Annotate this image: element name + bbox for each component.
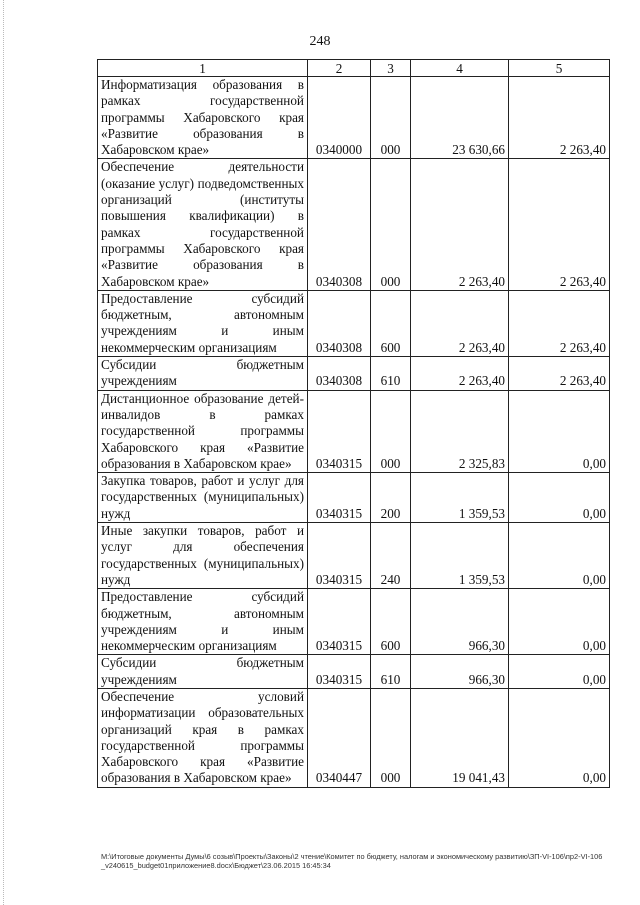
row-amount-2: 2 263,40	[509, 77, 610, 159]
row-code: 0340308	[308, 357, 371, 391]
row-code: 0340315	[308, 473, 371, 523]
row-name: Предоставление субсидий бюджетным, автономным учреждениям и иным некоммерческим организациям	[98, 290, 308, 356]
table-row	[98, 655, 610, 689]
row-expense-type: 610	[371, 655, 411, 689]
row-expense-type: 000	[371, 159, 411, 290]
table-row	[98, 688, 610, 787]
row-name: Предоставление субсидий бюджетным, автономным учреждениям и иным некоммерческим организациям	[98, 589, 308, 655]
row-amount-1: 2 325,83	[411, 390, 509, 472]
row-amount-1: 2 263,40	[411, 159, 509, 290]
column-header: 4	[411, 60, 509, 77]
file-path-footer: M:\Итоговые документы Думы\6 созыв\Проекты\Законы\2 чтение\Комитет по бюджету, налогам и экономическому развитию\ЗП-VI-106\пр2-VI-106_v240615_budget01приложение8.docx\Бюджет\23.06.2015 16:45:34	[101, 852, 603, 870]
row-amount-2: 2 263,40	[509, 357, 610, 391]
row-amount-1: 19 041,43	[411, 688, 509, 787]
table-row	[98, 473, 610, 523]
row-amount-1: 2 263,40	[411, 357, 509, 391]
row-expense-type: 610	[371, 357, 411, 391]
row-amount-1: 2 263,40	[411, 290, 509, 356]
row-expense-type: 600	[371, 589, 411, 655]
row-amount-1: 1 359,53	[411, 523, 509, 589]
row-amount-2: 0,00	[509, 655, 610, 689]
row-code: 0340000	[308, 77, 371, 159]
page-edge	[3, 0, 5, 905]
row-expense-type: 200	[371, 473, 411, 523]
table-row	[98, 589, 610, 655]
row-expense-type: 240	[371, 523, 411, 589]
table-row	[98, 357, 610, 391]
row-name: Обеспечение деятельности (оказание услуг) подведомственных организаций (институты повышения квалификации) в рамках государственной программы Хабаровского края «Развитие образования в Хабаровском крае»	[98, 159, 308, 290]
row-amount-1: 23 630,66	[411, 77, 509, 159]
row-amount-2: 0,00	[509, 589, 610, 655]
row-name: Субсидии бюджетным учреждениям	[98, 357, 308, 391]
row-amount-2: 0,00	[509, 390, 610, 472]
row-name: Субсидии бюджетным учреждениям	[98, 655, 308, 689]
row-amount-2: 2 263,40	[509, 159, 610, 290]
table-header-row	[98, 60, 610, 77]
row-amount-2: 0,00	[509, 523, 610, 589]
row-code: 0340315	[308, 655, 371, 689]
row-code: 0340315	[308, 390, 371, 472]
column-header: 3	[371, 60, 411, 77]
row-name: Информатизация образования в рамках государственной программы Хабаровского края «Развитие образования в Хабаровском крае»	[98, 77, 308, 159]
row-expense-type: 000	[371, 390, 411, 472]
table-row	[98, 523, 610, 589]
row-code: 0340308	[308, 290, 371, 356]
column-header: 2	[308, 60, 371, 77]
row-expense-type: 000	[371, 77, 411, 159]
column-header: 1	[98, 60, 308, 77]
page-number: 248	[309, 34, 331, 49]
row-code: 0340315	[308, 523, 371, 589]
row-code: 0340447	[308, 688, 371, 787]
row-amount-1: 966,30	[411, 655, 509, 689]
table-row	[98, 159, 610, 290]
table-row	[98, 77, 610, 159]
row-amount-2: 0,00	[509, 473, 610, 523]
budget-table	[97, 59, 610, 788]
row-code: 0340308	[308, 159, 371, 290]
row-amount-1: 1 359,53	[411, 473, 509, 523]
row-amount-2: 0,00	[509, 688, 610, 787]
row-amount-1: 966,30	[411, 589, 509, 655]
table-row	[98, 390, 610, 472]
row-name: Закупка товаров, работ и услуг для государственных (муниципальных) нужд	[98, 473, 308, 523]
row-expense-type: 600	[371, 290, 411, 356]
column-header: 5	[509, 60, 610, 77]
row-code: 0340315	[308, 589, 371, 655]
row-name: Обеспечение условий информатизации образовательных организаций края в рамках государственной программы Хабаровского края «Развитие образования в Хабаровском крае»	[98, 688, 308, 787]
table-row	[98, 290, 610, 356]
row-name: Дистанционное образование детей-инвалидов в рамках государственной программы Хабаровского края «Развитие образования в Хабаровском крае»	[98, 390, 308, 472]
row-amount-2: 2 263,40	[509, 290, 610, 356]
row-name: Иные закупки товаров, работ и услуг для обеспечения государственных (муниципальных) нужд	[98, 523, 308, 589]
row-expense-type: 000	[371, 688, 411, 787]
